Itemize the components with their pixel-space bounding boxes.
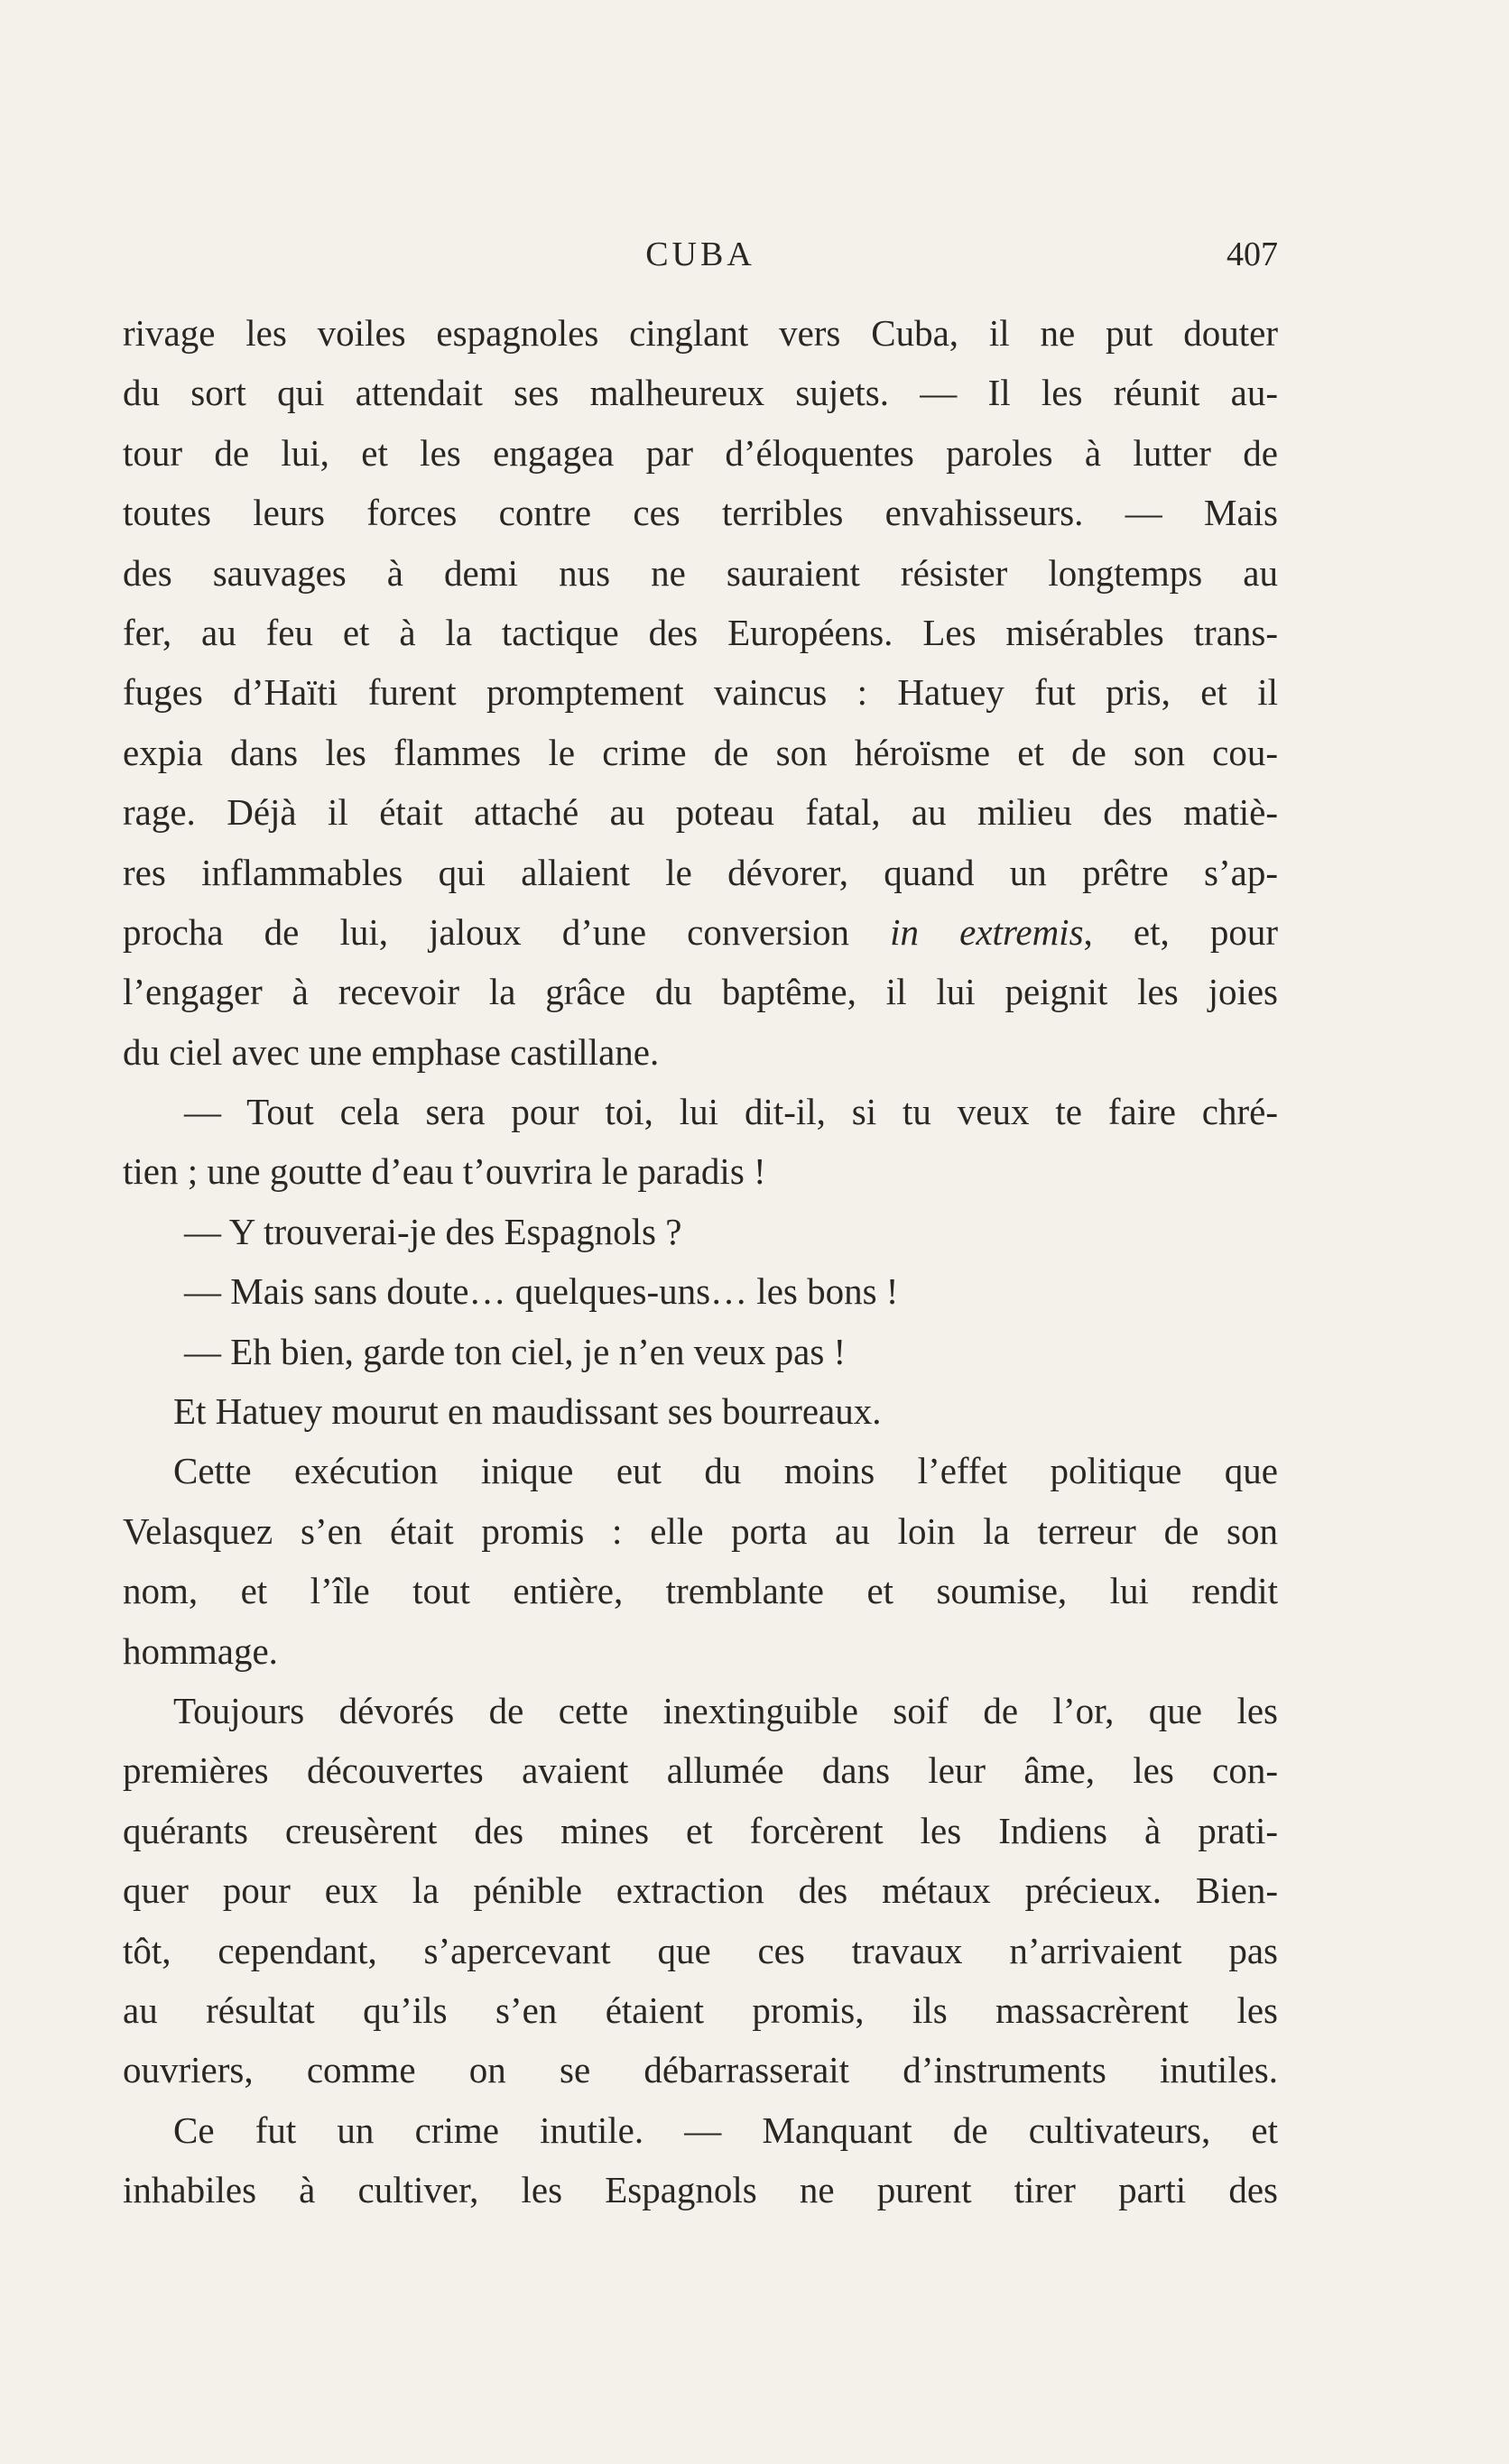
text-line: du sort qui attendait ses malheureux sujets. — Il les réunit au- xyxy=(123,372,1278,414)
text-line: inhabiles à cultiver, les Espagnols ne purent tirer parti des xyxy=(123,2169,1278,2211)
text-line: premières découvertes avaient allumée dans leur âme, les con- xyxy=(123,1749,1278,1792)
dialogue-line: — Y trouverai-je des Espagnols ? xyxy=(184,1210,682,1252)
paragraph-start: Et Hatuey mourut en maudissant ses bourreaux. xyxy=(173,1390,882,1433)
dialogue-line: — Tout cela sera pour toi, lui dit-il, si tu veux te faire chré- xyxy=(184,1091,1278,1133)
text-line: au résultat qu’ils s’en étaient promis, ils massacrèrent les xyxy=(123,1989,1278,2031)
dialogue-line: — Eh bien, garde ton ciel, je n’en veux pas ! xyxy=(184,1330,847,1372)
italic-phrase: in extremis xyxy=(890,910,1084,953)
text-line: rage. Déjà il était attaché au poteau fatal, au milieu des matiè- xyxy=(123,791,1278,834)
page-number: 407 xyxy=(1227,235,1278,273)
paragraph-start: Cette exécution inique eut du moins l’effet politique que xyxy=(173,1450,1278,1492)
running-title: CUBA xyxy=(645,235,755,273)
text-line: Velasquez s’en était promis : elle porta au loin la terreur de son xyxy=(123,1509,1278,1552)
text-line: des sauvages à demi nus ne sauraient résister longtemps au xyxy=(123,551,1278,594)
text-line: tour de lui, et les engagea par d’éloquentes paroles à lutter de xyxy=(123,431,1278,474)
text-line: res inflammables qui allaient le dévorer, quand un prêtre s’ap- xyxy=(123,851,1278,893)
text-line: rivage les voiles espagnoles cinglant vers Cuba, il ne put douter xyxy=(123,312,1278,354)
text-line: quérants creusèrent des mines et forcèrent les Indiens à prati- xyxy=(123,1809,1278,1851)
text-line: nom, et l’île tout entière, tremblante et soumise, lui rendit xyxy=(123,1570,1278,1612)
text-segment: procha de lui, jaloux d’une conversion xyxy=(123,910,891,953)
text-line: l’engager à recevoir la grâce du baptême, il lui peignit les joies xyxy=(123,971,1278,1013)
text-line: tien ; une goutte d’eau t’ouvrira le paradis ! xyxy=(123,1150,766,1193)
text-segment: , et, pour xyxy=(1083,910,1278,953)
text-line: tôt, cependant, s’apercevant que ces travaux n’arrivaient pas xyxy=(123,1929,1278,1971)
text-line: expia dans les flammes le crime de son héroïsme et de son cou- xyxy=(123,731,1278,773)
paragraph-start: Ce fut un crime inutile. — Manquant de cultivateurs, et xyxy=(173,2109,1278,2151)
text-line: toutes leurs forces contre ces terribles envahisseurs. — Mais xyxy=(123,492,1278,534)
text-line: ouvriers, comme on se débarrasserait d’instruments inutiles. xyxy=(123,2049,1278,2091)
text-line xyxy=(123,902,1278,962)
text-line: du ciel avec une emphase castillane. xyxy=(123,1030,660,1073)
text-line: fer, au feu et à la tactique des Européens. Les misérables trans- xyxy=(123,611,1278,653)
text-line: fuges d’Haïti furent promptement vaincus : Hatuey fut pris, et il xyxy=(123,671,1278,714)
text-line: hommage. xyxy=(123,1629,278,1672)
text-line: quer pour eux la pénible extraction des métaux précieux. Bien- xyxy=(123,1869,1278,1912)
dialogue-line: — Mais sans doute… quelques-uns… les bons ! xyxy=(184,1270,899,1313)
page-header xyxy=(123,227,1278,281)
paragraph-start: Toujours dévorés de cette inextinguible soif de l’or, que les xyxy=(173,1689,1278,1731)
body-text xyxy=(123,303,1278,2220)
